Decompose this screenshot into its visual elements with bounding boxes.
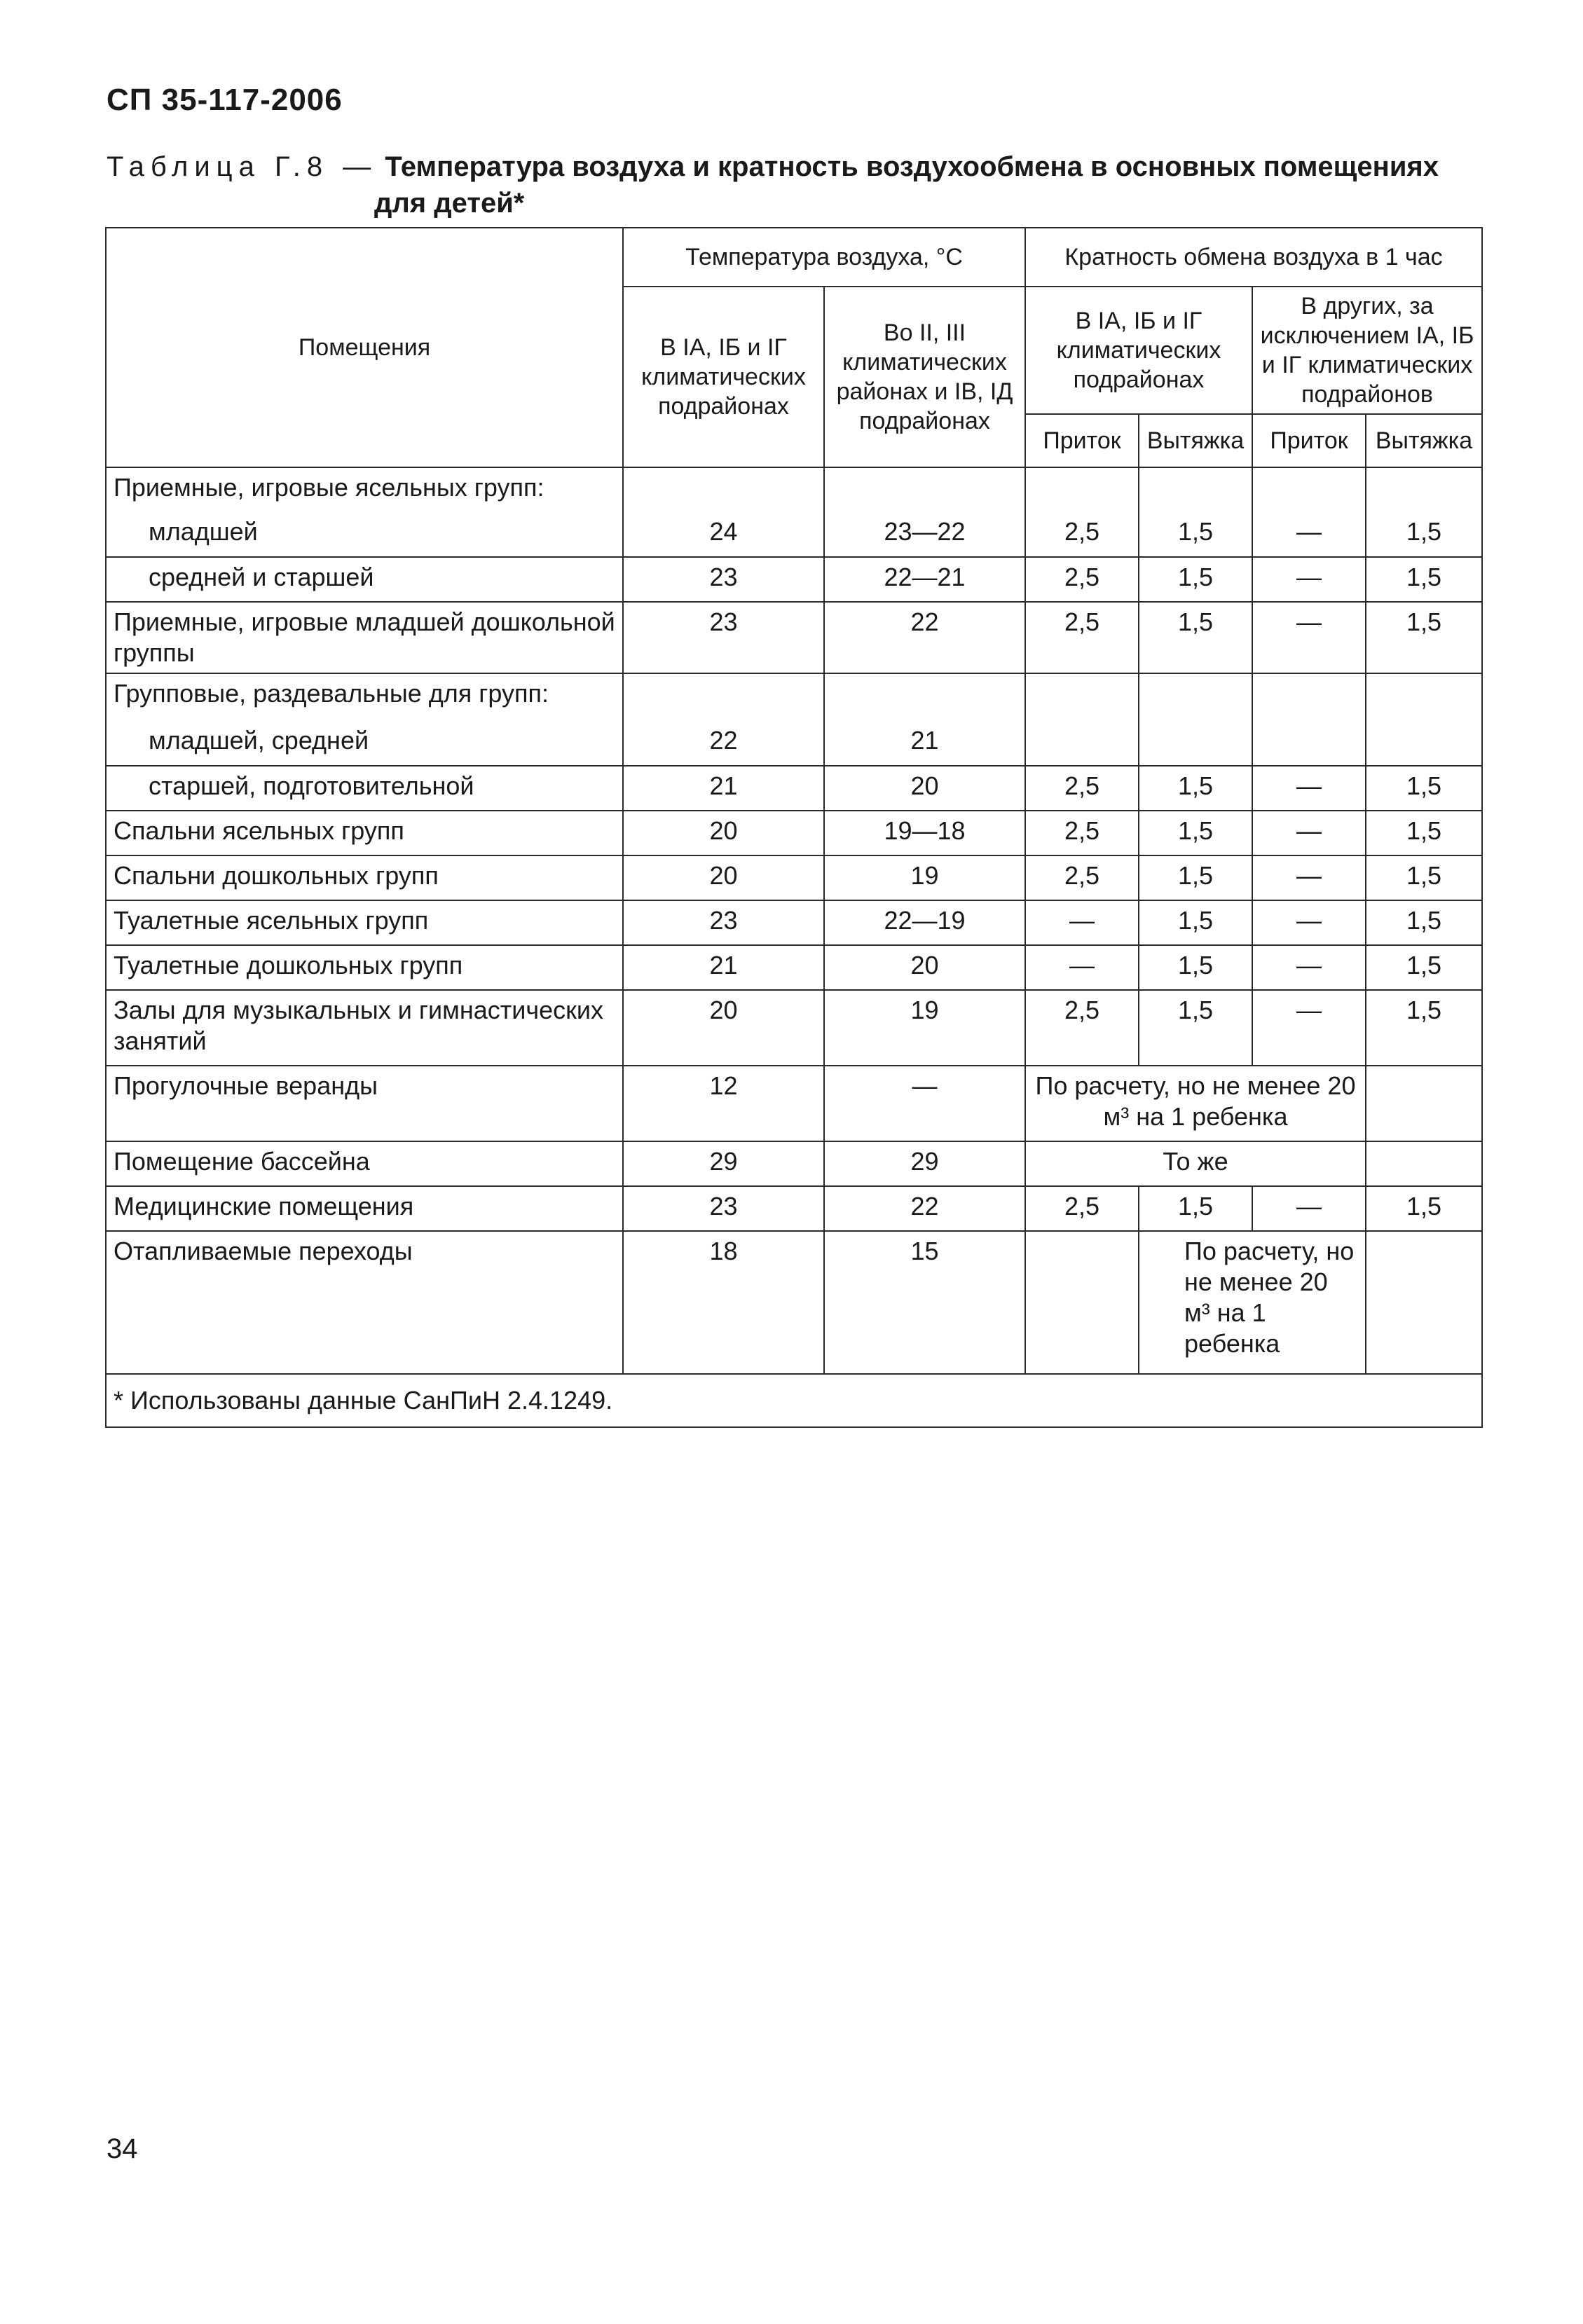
inflow-other-cell: — xyxy=(1252,990,1366,1066)
table-caption xyxy=(107,149,1501,221)
document-code: СП 35-117-2006 xyxy=(107,83,343,117)
temp-ia-cell: 12 xyxy=(623,1066,824,1141)
table-row xyxy=(106,512,1482,557)
outflow-other-cell: 1,5 xyxy=(1366,945,1482,990)
inflow-other-cell: — xyxy=(1252,766,1366,811)
row-name: младшей xyxy=(106,512,623,557)
table-row xyxy=(106,811,1482,855)
outflow-ia-cell: 1,5 xyxy=(1139,557,1252,602)
outflow-ia-cell: 1,5 xyxy=(1139,990,1252,1066)
outflow-ia-cell: 1,5 xyxy=(1139,1186,1252,1231)
inflow-ia-cell: 2,5 xyxy=(1025,602,1139,673)
row-name: Залы для музыкальных и гимнастических занятий xyxy=(106,990,623,1066)
outflow-ia-cell: 1,5 xyxy=(1139,945,1252,990)
temp-ii-cell: 20 xyxy=(824,945,1025,990)
temp-ii-cell: 22 xyxy=(824,602,1025,673)
inflow-other-cell: — xyxy=(1252,1186,1366,1231)
header-rooms: Помещения xyxy=(106,228,623,467)
row-name: Медицинские помещения xyxy=(106,1186,623,1231)
table-row xyxy=(106,766,1482,811)
header-temp-ia: В IА, IБ и IГ климатических подрайонах xyxy=(623,287,824,467)
outflow-other-cell: 1,5 xyxy=(1366,855,1482,900)
outflow-other-cell: 1,5 xyxy=(1366,512,1482,557)
temp-ia-cell: 23 xyxy=(623,1186,824,1231)
temp-ii-cell: 23—22 xyxy=(824,512,1025,557)
row-name: Отапливаемые переходы xyxy=(106,1231,623,1374)
row-name: Помещение бассейна xyxy=(106,1141,623,1186)
row-name: Туалетные дошкольных групп xyxy=(106,945,623,990)
header-exchange-ia: В IА, IБ и IГ климатических подрайонах xyxy=(1025,287,1252,414)
temp-ii-cell: 22—19 xyxy=(824,900,1025,945)
row-name: Спальни ясельных групп xyxy=(106,811,623,855)
header-outflow-2: Вытяжка xyxy=(1366,414,1482,467)
temp-ia-cell: 22 xyxy=(623,721,824,766)
outflow-ia-cell: 1,5 xyxy=(1139,766,1252,811)
temp-ia-cell: 18 xyxy=(623,1231,824,1374)
caption-title-line2: для детей* xyxy=(374,188,525,219)
footnote-row xyxy=(106,1374,1482,1427)
header-inflow-2: Приток xyxy=(1252,414,1366,467)
table-row xyxy=(106,855,1482,900)
header-air-exchange: Кратность обмена воздуха в 1 час xyxy=(1025,228,1482,287)
table-row xyxy=(106,900,1482,945)
inflow-ia-cell: — xyxy=(1025,900,1139,945)
table-row xyxy=(106,602,1482,673)
table-row xyxy=(106,990,1482,1066)
outflow-other-cell: 1,5 xyxy=(1366,1186,1482,1231)
temp-ii-cell: 22 xyxy=(824,1186,1025,1231)
inflow-ia-cell: 2,5 xyxy=(1025,990,1139,1066)
header-inflow-1: Приток xyxy=(1025,414,1139,467)
row-name: старшей, подготовительной xyxy=(106,766,623,811)
outflow-ia-cell: 1,5 xyxy=(1139,811,1252,855)
inflow-other-cell: — xyxy=(1252,602,1366,673)
temp-ia-cell: 20 xyxy=(623,855,824,900)
outflow-other-cell: 1,5 xyxy=(1366,602,1482,673)
temp-ii-cell: 20 xyxy=(824,766,1025,811)
inflow-ia-cell: 2,5 xyxy=(1025,766,1139,811)
row-name: Групповые, раздевальные для групп: xyxy=(106,673,623,721)
inflow-ia-cell: 2,5 xyxy=(1025,855,1139,900)
temp-ii-cell: — xyxy=(824,1066,1025,1141)
inflow-other-cell: — xyxy=(1252,557,1366,602)
caption-prefix: Таблица Г.8 — xyxy=(107,151,378,182)
table-footnote: * Использованы данные СанПиН 2.4.1249. xyxy=(106,1374,1482,1427)
row-name: младшей, средней xyxy=(106,721,623,766)
temp-ii-cell: 19 xyxy=(824,855,1025,900)
row-name: Приемные, игровые ясельных групп: xyxy=(106,467,623,512)
temp-ia-cell: 23 xyxy=(623,900,824,945)
merged-exchange-cell: То же xyxy=(1025,1141,1366,1186)
inflow-ia-cell: 2,5 xyxy=(1025,557,1139,602)
temp-ii-cell: 29 xyxy=(824,1141,1025,1186)
inflow-other-cell: — xyxy=(1252,855,1366,900)
temp-ia-cell: 23 xyxy=(623,602,824,673)
inflow-other-cell: — xyxy=(1252,900,1366,945)
row-name: Туалетные ясельных групп xyxy=(106,900,623,945)
table-row xyxy=(106,1141,1482,1186)
outflow-other-cell: 1,5 xyxy=(1366,990,1482,1066)
temp-ia-cell: 21 xyxy=(623,945,824,990)
table-row xyxy=(106,945,1482,990)
inflow-other-cell: — xyxy=(1252,945,1366,990)
inflow-ia-cell: 2,5 xyxy=(1025,811,1139,855)
row-name: средней и старшей xyxy=(106,557,623,602)
inflow-ia-cell: 2,5 xyxy=(1025,512,1139,557)
merged-exchange-cell: По расчету, но не менее 20 м³ на 1 ребенка xyxy=(1025,1066,1366,1141)
caption-title-line1: Температура воздуха и кратность воздухообмена в основных помещениях xyxy=(385,151,1439,182)
table-row xyxy=(106,1066,1482,1141)
inflow-ia-cell: 2,5 xyxy=(1025,1186,1139,1231)
table-row xyxy=(106,467,1482,512)
temp-ii-cell: 21 xyxy=(824,721,1025,766)
row-name: Приемные, игровые младшей дошкольной группы xyxy=(106,602,623,673)
merged-exchange-cell: По расчету, но не менее 20 м³ на 1 ребенка xyxy=(1139,1231,1366,1374)
outflow-ia-cell: 1,5 xyxy=(1139,602,1252,673)
header-exchange-other: В других, за исключением IА, IБ и IГ климатических подрайонов xyxy=(1252,287,1482,414)
outflow-other-cell: 1,5 xyxy=(1366,766,1482,811)
header-temp-ii: Во II, III климатических районах и IВ, IД подрайонах xyxy=(824,287,1025,467)
temp-ia-cell: 20 xyxy=(623,990,824,1066)
temp-ii-cell: 22—21 xyxy=(824,557,1025,602)
outflow-other-cell: 1,5 xyxy=(1366,811,1482,855)
table-row xyxy=(106,1231,1482,1374)
temp-ia-cell: 23 xyxy=(623,557,824,602)
header-temperature: Температура воздуха, °С xyxy=(623,228,1025,287)
temp-ia-cell: 24 xyxy=(623,512,824,557)
row-name: Спальни дошкольных групп xyxy=(106,855,623,900)
air-exchange-table xyxy=(105,227,1483,1428)
outflow-ia-cell: 1,5 xyxy=(1139,855,1252,900)
inflow-other-cell: — xyxy=(1252,811,1366,855)
row-name: Прогулочные веранды xyxy=(106,1066,623,1141)
outflow-other-cell: 1,5 xyxy=(1366,900,1482,945)
outflow-ia-cell: 1,5 xyxy=(1139,900,1252,945)
temp-ii-cell: 19—18 xyxy=(824,811,1025,855)
temp-ii-cell: 19 xyxy=(824,990,1025,1066)
inflow-ia-cell: — xyxy=(1025,945,1139,990)
table-row xyxy=(106,673,1482,721)
table-row xyxy=(106,721,1482,766)
table-row xyxy=(106,557,1482,602)
inflow-other-cell: — xyxy=(1252,512,1366,557)
temp-ia-cell: 29 xyxy=(623,1141,824,1186)
temp-ia-cell: 20 xyxy=(623,811,824,855)
table-row xyxy=(106,1186,1482,1231)
temp-ia-cell: 21 xyxy=(623,766,824,811)
outflow-ia-cell: 1,5 xyxy=(1139,512,1252,557)
header-outflow-1: Вытяжка xyxy=(1139,414,1252,467)
page-number: 34 xyxy=(107,2133,138,2164)
temp-ii-cell: 15 xyxy=(824,1231,1025,1374)
outflow-other-cell: 1,5 xyxy=(1366,557,1482,602)
